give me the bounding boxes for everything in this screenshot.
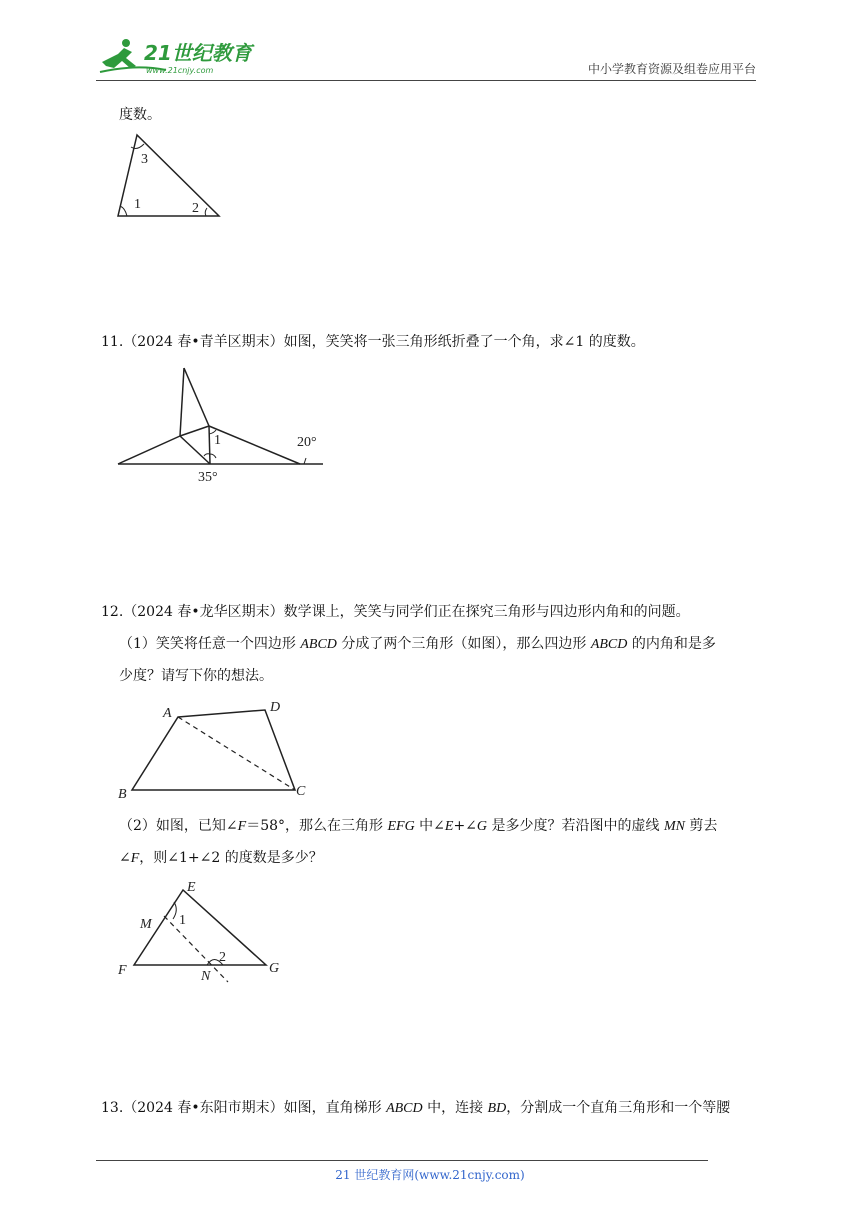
vertex-g-label: G bbox=[269, 961, 280, 976]
q10-tail-text: 度数。 bbox=[119, 107, 161, 123]
q12-part1-line2: 少度？请写下你的想法。 bbox=[119, 668, 273, 684]
q11-angle-20-label: 20° bbox=[297, 435, 317, 450]
efg-angle-1-label: 1 bbox=[179, 913, 186, 928]
q12-stem: 12.（2024 春•龙华区期末）数学课上，笑笑与同学们正在探究三角形与四边形内角和的问题。 bbox=[101, 604, 690, 620]
triangle-efg-figure bbox=[110, 876, 300, 986]
point-n-label: N bbox=[201, 969, 211, 984]
footer-link[interactable]: 21 世纪教育网(www.21cnjy.com) bbox=[335, 1168, 525, 1182]
q11-text: 11.（2024 春•青羊区期末）如图，笑笑将一张三角形纸折叠了一个角，求∠1 的度数。 bbox=[101, 334, 645, 350]
q12-part2-line1: （2）如图，已知∠F＝58°，那么在三角形 EFG 中∠E+∠G 是多少度？若沿图中的虚线 MN 剪去 bbox=[119, 818, 718, 834]
vertex-f-label: F bbox=[118, 963, 127, 978]
angle-1-label: 1 bbox=[134, 197, 141, 212]
logo-url: www.21cnjy.com bbox=[146, 66, 214, 75]
q12-part2-line2: ∠F，则∠1+∠2 的度数是多少？ bbox=[119, 850, 323, 866]
efg-angle-2-label: 2 bbox=[219, 950, 226, 965]
vertex-a-label: A bbox=[163, 706, 172, 721]
vertex-e-label: E bbox=[187, 880, 196, 895]
q10-triangle-figure bbox=[110, 130, 230, 225]
angle-2-label: 2 bbox=[192, 201, 199, 216]
vertex-d-label: D bbox=[270, 700, 281, 715]
quadrilateral-abcd-figure bbox=[110, 694, 330, 806]
site-logo bbox=[96, 36, 266, 82]
angle-3-label: 3 bbox=[141, 152, 148, 167]
vertex-c-label: C bbox=[296, 784, 306, 799]
q13-text: 13.（2024 春•东阳市期末）如图，直角梯形 ABCD 中，连接 BD，分割成一个直角三角形和一个等腰 bbox=[101, 1100, 731, 1116]
q12-part1-line1: （1）笑笑将任意一个四边形 ABCD 分成了两个三角形（如图），那么四边形 ABCD 的内角和是多 bbox=[119, 636, 716, 652]
q11-angle-1-label: 1 bbox=[214, 433, 221, 448]
logo-text: 21世纪教育 bbox=[144, 41, 252, 65]
platform-name: 中小学教育资源及组卷应用平台 bbox=[587, 62, 756, 76]
header-divider bbox=[96, 80, 756, 81]
footer-divider bbox=[96, 1160, 708, 1161]
q11-angle-35-label: 35° bbox=[198, 470, 218, 485]
point-m-label: M bbox=[140, 917, 152, 932]
vertex-b-label: B bbox=[118, 787, 127, 802]
q11-folded-triangle-figure bbox=[110, 360, 330, 485]
